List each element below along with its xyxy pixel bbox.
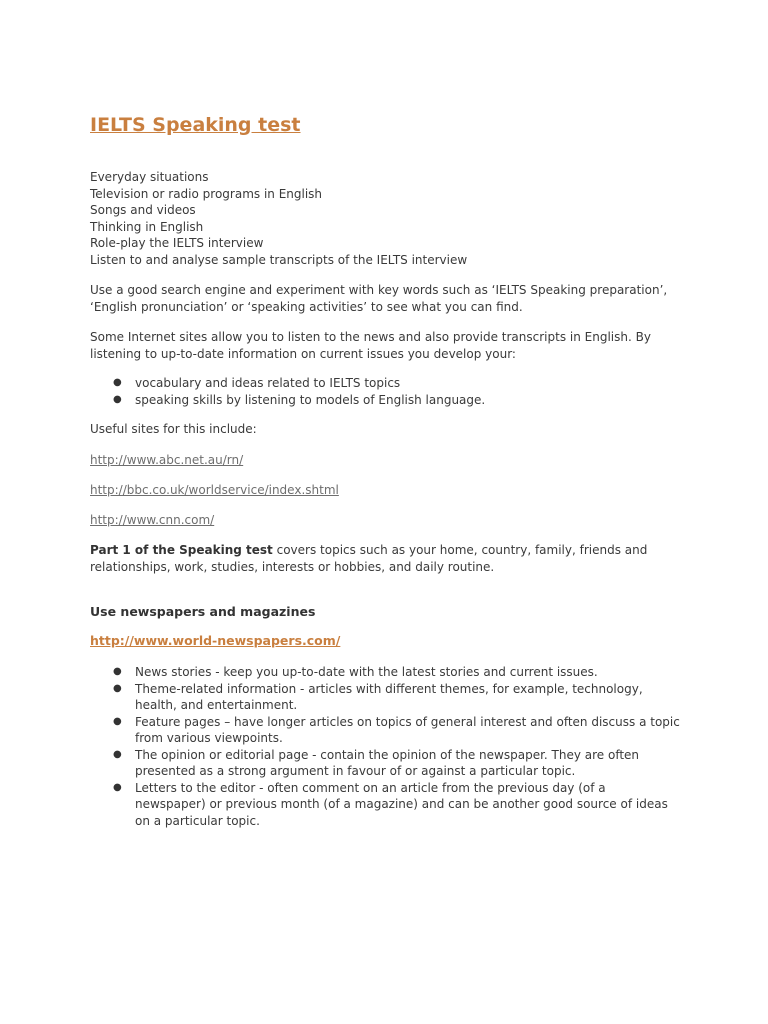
link-abc[interactable]: http://www.abc.net.au/rn/ — [90, 453, 244, 467]
list-item: Thinking in English — [90, 219, 204, 234]
develop-bullets-block — [90, 375, 680, 408]
bullet-text: Feature pages – have longer articles on topics of general interest and often discuss a topic from various viewpoints. — [135, 714, 680, 745]
list-item: Television or radio programs in English — [90, 186, 323, 201]
bullet-item — [90, 681, 680, 714]
develop-bullet-list — [90, 375, 680, 408]
bullet-icon: ● — [113, 377, 122, 388]
newspapers-heading: Use newspapers and magazines — [90, 604, 316, 619]
bullet-text: The opinion or editorial page - contain the opinion of the newspaper. They are often presented as a strong argument in favour of or against a particular topic. — [135, 747, 640, 778]
bullet-text: speaking skills by listening to models of English language. — [135, 392, 486, 407]
list-item: Everyday situations — [90, 170, 209, 184]
bullet-icon: ● — [113, 781, 122, 793]
bullet-text: Letters to the editor - often comment on an article from the previous day (of a newspaper) or previous month (of a magazine) and can be another good source of ideas on a particular topic. — [135, 780, 668, 828]
bullet-icon: ● — [113, 393, 122, 405]
bullet-text: Theme-related information - articles with different themes, for example, technology, health, and entertainment. — [135, 681, 643, 712]
part1-text: covers topics such as your home, country, family, friends and relationships, work, studies, interests or hobbies, and daily routine. — [90, 543, 648, 574]
list-item: Listen to and analyse sample transcripts of the IELTS interview — [90, 252, 468, 267]
list-item: Songs and videos — [90, 203, 196, 217]
newspaper-bullet-list — [90, 664, 680, 829]
list-item: Role-play the IELTS interview — [90, 236, 264, 250]
bullet-item — [90, 714, 680, 747]
page-title: IELTS Speaking test — [90, 114, 301, 136]
bullet-icon: ● — [113, 666, 122, 677]
intro-list-block — [90, 169, 680, 268]
useful-sites-label: Useful sites for this include: — [90, 422, 257, 436]
part1-paragraph — [90, 542, 680, 575]
newspapers-link-row — [90, 633, 680, 650]
bullet-item — [90, 375, 680, 392]
link-abc-row — [90, 452, 680, 469]
bullet-icon: ● — [113, 748, 122, 760]
bullet-item — [90, 664, 680, 681]
link-world-newspapers[interactable]: http://www.world-newspapers.com/ — [90, 633, 341, 648]
bullet-item — [90, 747, 680, 780]
newspaper-bullets-block — [90, 664, 680, 829]
part1-bold: Part 1 of the Speaking test — [90, 543, 273, 557]
bullet-text: News stories - keep you up-to-date with the latest stories and current issues. — [135, 665, 598, 679]
intro-list — [90, 169, 680, 268]
internet-paragraph: Some Internet sites allow you to listen to the news and also provide transcripts in English. By listening to up-to-date information on current issues you develop your: — [90, 330, 651, 361]
bullet-icon: ● — [113, 682, 122, 694]
bullet-text: vocabulary and ideas related to IELTS topics — [135, 376, 401, 390]
link-cnn-row — [90, 512, 680, 529]
bullet-item — [90, 392, 680, 409]
link-bbc-row — [90, 482, 680, 499]
bullet-item — [90, 780, 680, 830]
link-bbc[interactable]: http://bbc.co.uk/worldservice/index.shtml — [90, 483, 339, 497]
bullet-icon: ● — [113, 715, 122, 727]
link-cnn[interactable]: http://www.cnn.com/ — [90, 513, 215, 527]
search-paragraph: Use a good search engine and experiment with key words such as ‘IELTS Speaking preparation’, ‘English pronunciation’ or ‘speaking activities’ to see what you can find. — [90, 283, 668, 314]
